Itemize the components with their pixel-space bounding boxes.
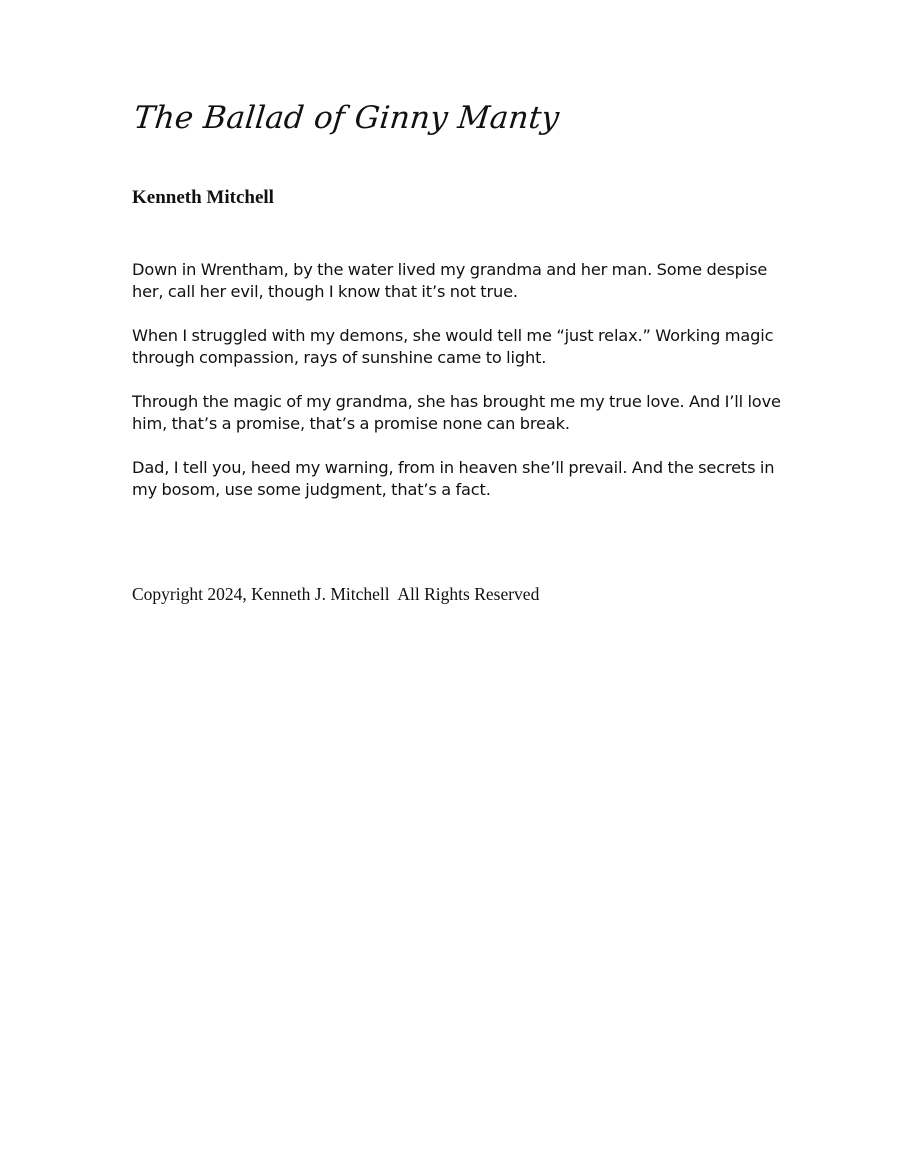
author-name: Kenneth Mitchell bbox=[132, 187, 274, 208]
verse-3: Through the magic of my grandma, she has brought me my true love. And I’ll love him, that’s a promise, that’s a promise none can break. bbox=[132, 392, 781, 433]
verse-4: Dad, I tell you, heed my warning, from in heaven she’ll prevail. And the secrets in my bosom, use some judgment, that’s a fact. bbox=[132, 458, 775, 499]
verse-2: When I struggled with my demons, she would tell me “just relax.” Working magic through compassion, rays of sunshine came to light. bbox=[132, 326, 774, 367]
copyright-notice: Copyright 2024, Kenneth J. Mitchell All Rights Reserved bbox=[132, 584, 540, 604]
poem-title: The Ballad of Ginny Manty bbox=[132, 100, 562, 136]
poem-body bbox=[132, 259, 792, 523]
verse-1: Down in Wrentham, by the water lived my grandma and her man. Some despise her, call her evil, though I know that it’s not true. bbox=[132, 260, 768, 301]
